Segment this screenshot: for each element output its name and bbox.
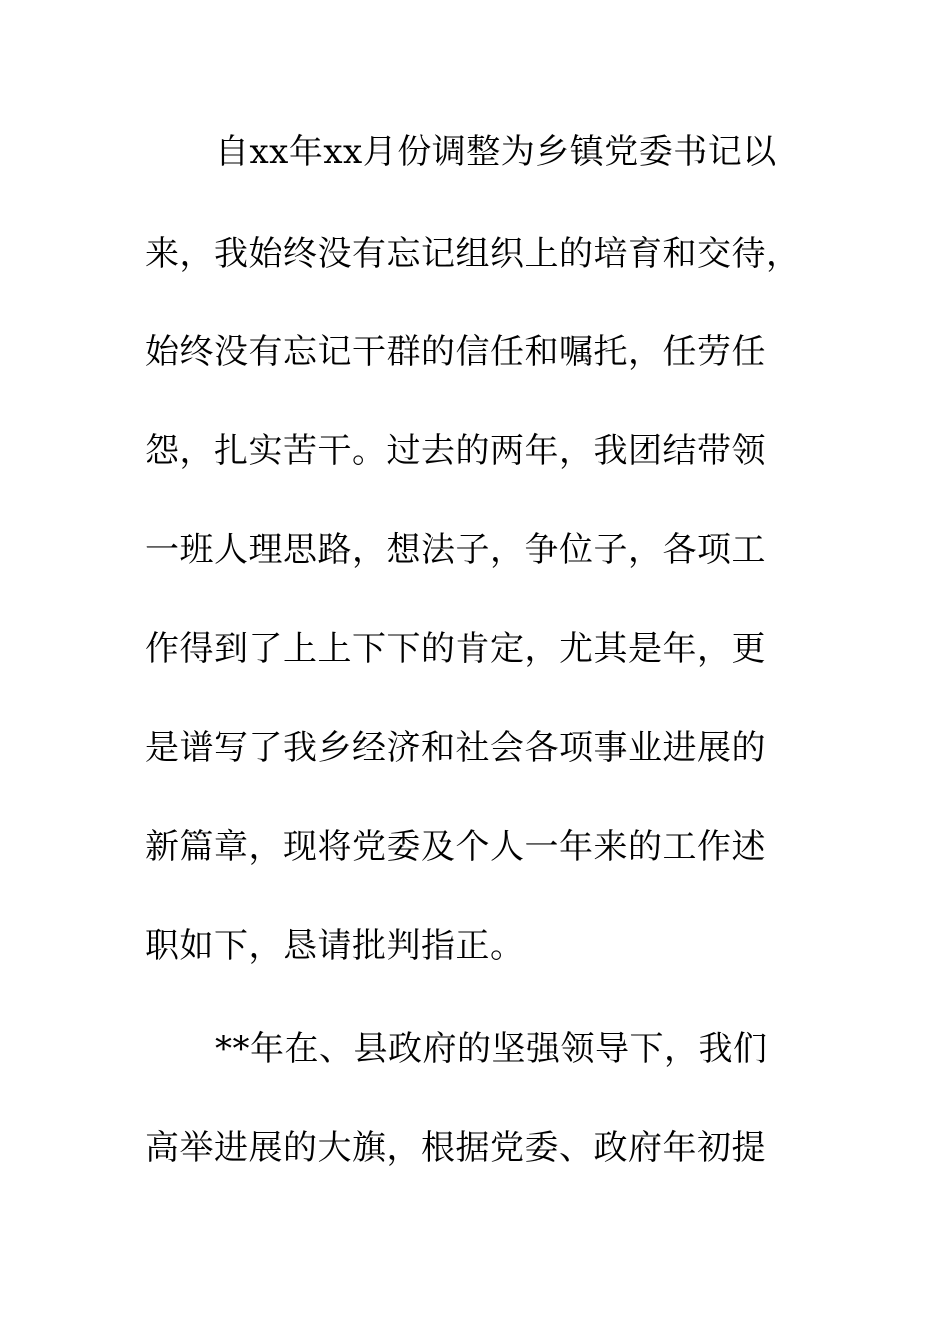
paragraph-1-line-2: 来，我始终没有忘记组织上的培育和交待， — [145, 234, 801, 274]
paragraph-1-line-9: 职如下，恳请批判指正。 — [145, 926, 525, 966]
paragraph-1-line-3: 始终没有忘记干群的信任和嘱托，任劳任 — [145, 332, 766, 372]
paragraph-1-line-4: 怨，扎实苦干。过去的两年，我团结带领 — [145, 431, 766, 471]
paragraph-2-line-1: **年在、县政府的坚强领导下，我们 — [215, 1029, 768, 1069]
paragraph-1-line-1: 自xx年xx月份调整为乡镇党委书记以 — [215, 132, 777, 172]
paragraph-1-line-7: 是谱写了我乡经济和社会各项事业进展的 — [145, 728, 766, 768]
paragraph-1-line-5: 一班人理思路，想法子，争位子，各项工 — [145, 530, 766, 570]
paragraph-1-line-8: 新篇章，现将党委及个人一年来的工作述 — [145, 827, 766, 867]
paragraph-2-line-2: 高举进展的大旗，根据党委、政府年初提 — [145, 1128, 766, 1168]
paragraph-1-line-6: 作得到了上上下下的肯定，尤其是年，更 — [145, 629, 766, 669]
